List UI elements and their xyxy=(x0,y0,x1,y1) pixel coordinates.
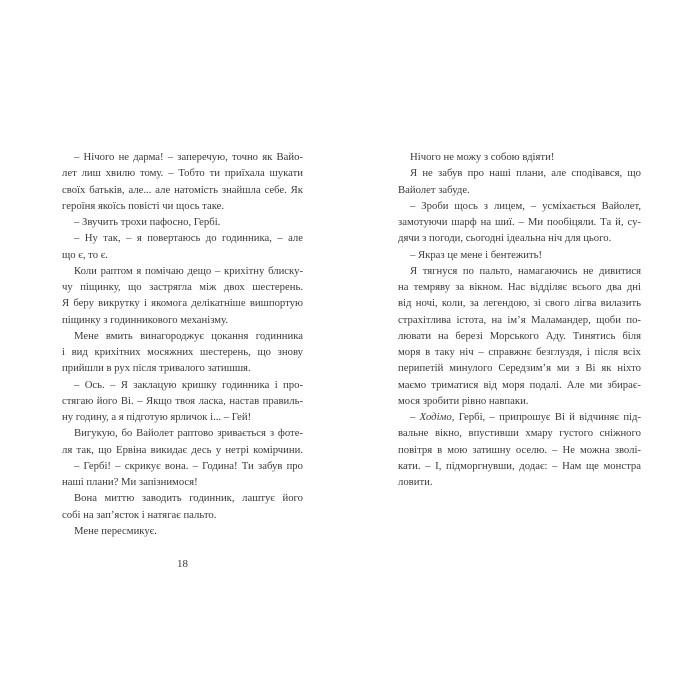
text-line: моря в таку ніч – справжнє безглуздя, і після всіх xyxy=(398,346,641,358)
text-line: кати. – І, підморгнувши, додає: – Нам ще монстра xyxy=(398,459,641,472)
text-line: мося зробити рівно навпаки. xyxy=(398,394,529,407)
text-line: Я не забув про наші плани, але сподівався, що xyxy=(410,167,641,180)
text-line: лет лиш хвилю тому. – Тобто ти приїхала шукати xyxy=(62,167,303,180)
text-line: Коли раптом я помічаю дещо – крихітну блиску- xyxy=(74,264,303,277)
text-line: – Зроби щось з лицем, – усміхається Вайолет, xyxy=(410,199,641,212)
text-line: Нічого не можу з собою вдіяти! xyxy=(410,151,555,163)
text-line: Я беру викрутку і якомога делікатніше вишпортую xyxy=(62,297,303,310)
text-line: Вайолет забуде. xyxy=(398,183,470,196)
text-segment: – xyxy=(410,411,420,423)
text-line: маємо триматися від моря подалі. Але ми збирає- xyxy=(398,378,641,391)
italic-word: Ходімо, xyxy=(419,411,455,423)
text-line: повітря в мою затишну оселю. – Не можна зволі- xyxy=(398,443,641,456)
text-line: від ночі, коли, за легендою, зі свого лігва вилазить xyxy=(398,297,641,310)
text-line: що є, то є. xyxy=(62,248,108,261)
text-line: страхітлива істота, на ім’я Маламандер, щоби по- xyxy=(398,313,641,326)
text-line: – Звучить трохи пафосно, Гербі. xyxy=(74,216,221,228)
text-line: – Гербі! – скрикує вона. – Година! Ти забув про xyxy=(74,459,303,472)
text-line: ну годину, а я підготую ярличок і... – Гей! xyxy=(62,411,252,423)
text-line: – Ось. – Я заклацую кришку годинника і про- xyxy=(74,378,303,391)
text-line: на темряву за вікном. Нас відділяє всього два дні xyxy=(398,281,641,293)
text-line: Мене пересмикує. xyxy=(74,524,157,537)
text-segment: Гербі, – припрошує Ві й відчиняє під- xyxy=(454,411,642,423)
text-line: героїня якоїсь повісті чи щось таке. xyxy=(62,199,225,212)
text-line: ля так, що Ервіна викидає десь у нетрі комірчини. xyxy=(62,443,303,456)
text-line: вальне вікно, впустивши хмару густого сніжного xyxy=(398,427,641,440)
right-page-text xyxy=(398,149,641,490)
text-line: – Ну так, – я повертаюсь до годинника, – але xyxy=(74,232,303,245)
text-line: замотуючи шарф на шиї. – Ми пообіцяли. Та й, су- xyxy=(398,216,641,228)
text-line: – Нічого не дарма! – заперечую, точно як Вайо- xyxy=(74,151,303,163)
right-page xyxy=(350,0,700,700)
text-line: Вона миттю заводить годинник, лаштує його xyxy=(74,492,303,505)
text-line: піщинку з годинникового механізму. xyxy=(62,313,228,326)
text-line: Вигукую, бо Вайолет раптово зривається з фоте- xyxy=(74,427,303,440)
left-page-text xyxy=(62,149,303,539)
text-line xyxy=(398,409,641,425)
text-line: своїх батьків, але... але натомість знайшла себе. Як xyxy=(62,183,303,196)
text-line: ловити. xyxy=(398,476,433,488)
text-line: лювати на березі Морського Аду. Тинятись біля xyxy=(398,329,641,342)
text-line: наші плани? Ми запізнимося! xyxy=(62,476,198,488)
text-line: перипетій минулого Середзим’я ми з Ві як ніхто xyxy=(398,362,641,375)
text-line: і вид крихітних мосяжних шестерень, що знову xyxy=(62,346,303,358)
text-line: Мене вмить винагороджує цокання годинника xyxy=(74,329,303,342)
text-line: стягаю його Ві. – Якщо твоя ласка, настав правиль- xyxy=(62,394,303,407)
text-line: собі на зап’ясток і натягає пальто. xyxy=(62,508,217,521)
text-line: прийшли в рух після тривалого затишшя. xyxy=(62,362,251,375)
text-line: чу піщинку, що застрягла між двох шестерень. xyxy=(62,281,303,293)
text-line: Я тягнуся по пальто, намагаючись не дивитися xyxy=(410,264,641,277)
page-number: 18 xyxy=(177,558,188,570)
text-line: – Якраз це мене і бентежить! xyxy=(410,248,543,261)
text-line: дячи з погоди, сьогодні ідеальна ніч для цього. xyxy=(398,232,612,245)
